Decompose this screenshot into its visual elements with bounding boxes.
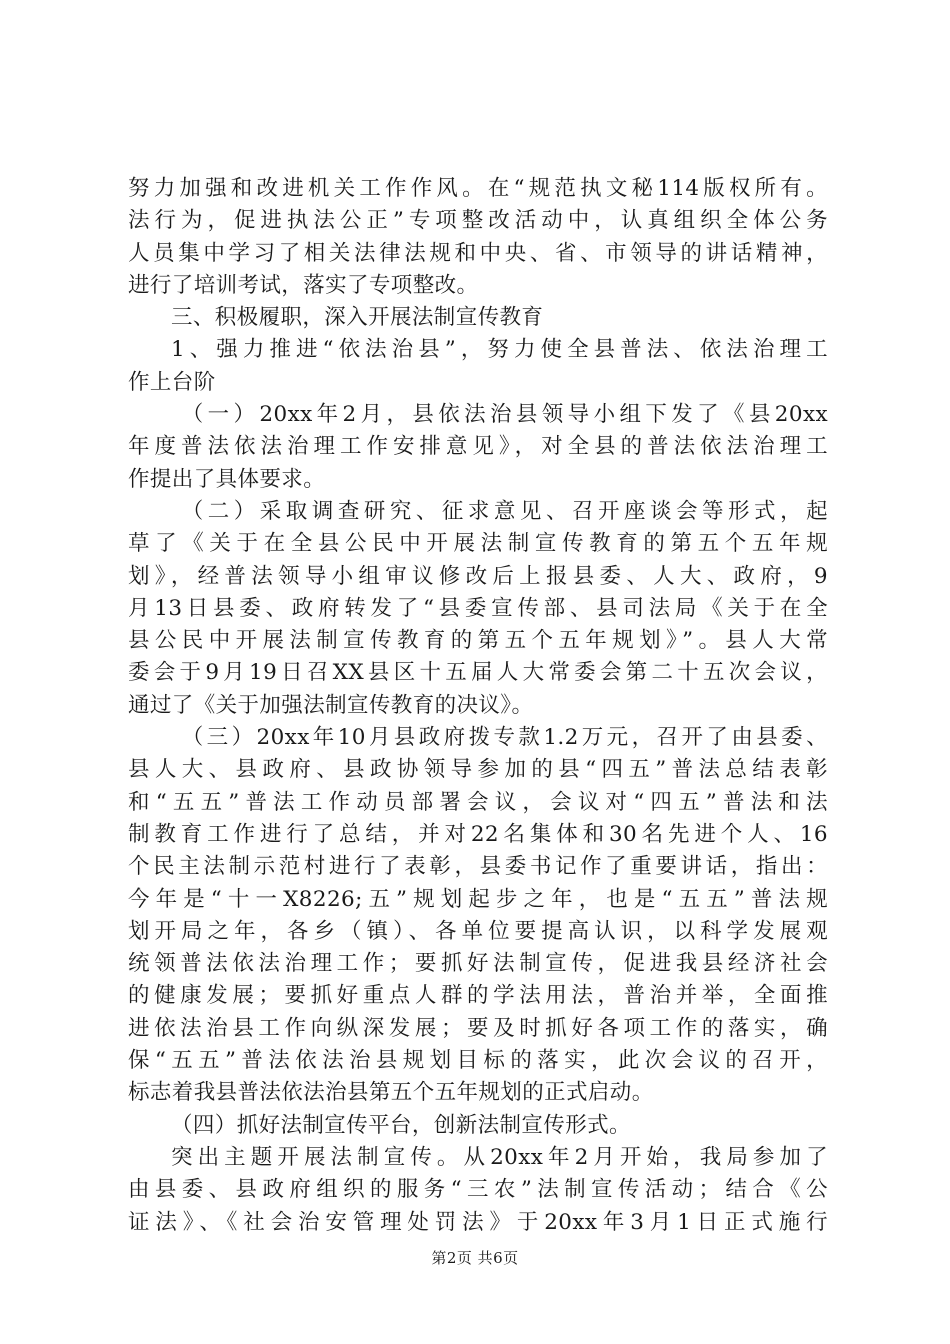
text-line: 草了《关于在全县公民中开展法制宣传教育的第五个五年规	[128, 531, 828, 557]
text-line: 作上台阶	[128, 369, 216, 395]
text-line: 个民主法制示范村进行了表彰，县委书记作了重要讲话，指出：	[128, 854, 828, 880]
text-line: （一）20xx年2月，县依法治县领导小组下发了《县20xx	[181, 402, 828, 428]
document-body	[128, 173, 828, 1239]
text-line: 1、强力推进“依法治县”，努力使全县普法、依法治理工	[171, 337, 828, 363]
page-footer: 第2页 共6页	[431, 1249, 519, 1267]
text-line: 作提出了具体要求。	[128, 466, 326, 492]
text-line: 县人大、县政府、县政协领导参加的县“四五”普法总结表彰	[128, 757, 828, 783]
text-line: 通过了《关于加强法制宣传教育的决议》。	[128, 692, 534, 718]
text-line: 划开局之年，各乡（镇）、各单位要提高认识，以科学发展观	[128, 918, 828, 944]
text-line: 年度普法依法治理工作安排意见》，对全县的普法依法治理工	[128, 434, 828, 460]
text-line: 的健康发展；要抓好重点人群的学法用法，普治并举，全面推	[128, 983, 828, 1009]
text-line: 和“五五”普法工作动员部署会议，会议对“四五”普法和法	[128, 789, 828, 815]
text-line: 县公民中开展法制宣传教育的第五个五年规划》”。县人大常	[128, 628, 828, 654]
text-line: 由县委、县政府组织的服务“三农”法制宣传活动；结合《公	[128, 1177, 828, 1203]
text-line: 人员集中学习了相关法律法规和中央、省、市领导的讲话精神，	[128, 240, 828, 266]
text-line: 统领普法依法治理工作；要抓好法制宣传，促进我县经济社会	[128, 951, 828, 977]
text-line: 月13日县委、政府转发了“县委宣传部、县司法局《关于在全	[128, 595, 828, 621]
text-line: 制教育工作进行了总结，并对22名集体和30名先进个人、16	[128, 821, 828, 847]
text-line: 进依法治县工作向纵深发展；要及时抓好各项工作的落实，确	[128, 1015, 828, 1041]
text-line: 三、积极履职，深入开展法制宣传教育	[171, 305, 544, 331]
text-line: 委会于9月19日召XX县区十五届人大常委会第二十五次会议，	[128, 660, 828, 686]
text-line: 证法》、《社会治安管理处罚法》于20xx年3月1日正式施行	[128, 1209, 828, 1235]
text-line: 标志着我县普法依法治县第五个五年规划的正式启动。	[128, 1080, 654, 1106]
text-line: 划》，经普法领导小组审议修改后上报县委、人大、政府，9	[128, 563, 828, 589]
text-line: 突出主题开展法制宣传。从20xx年2月开始，我局参加了	[171, 1144, 828, 1170]
text-line: 进行了培训考试，落实了专项整改。	[128, 272, 479, 298]
text-line: 努力加强和改进机关工作作风。在“规范执文秘114版权所有。	[128, 176, 828, 201]
text-line: （三）20xx年10月县政府拨专款1.2万元，召开了由县委、	[181, 725, 828, 751]
text-line: （二）采取调查研究、征求意见、召开座谈会等形式，起	[181, 498, 828, 524]
text-line: 法行为，促进执法公正”专项整改活动中，认真组织全体公务	[128, 208, 828, 234]
text-line: （四）抓好法制宣传平台，创新法制宣传形式。	[171, 1112, 631, 1138]
text-line: 今年是“十一X8226;五”规划起步之年，也是“五五”普法规	[128, 886, 828, 912]
text-line: 保“五五”普法依法治县规划目标的落实，此次会议的召开，	[128, 1048, 828, 1074]
